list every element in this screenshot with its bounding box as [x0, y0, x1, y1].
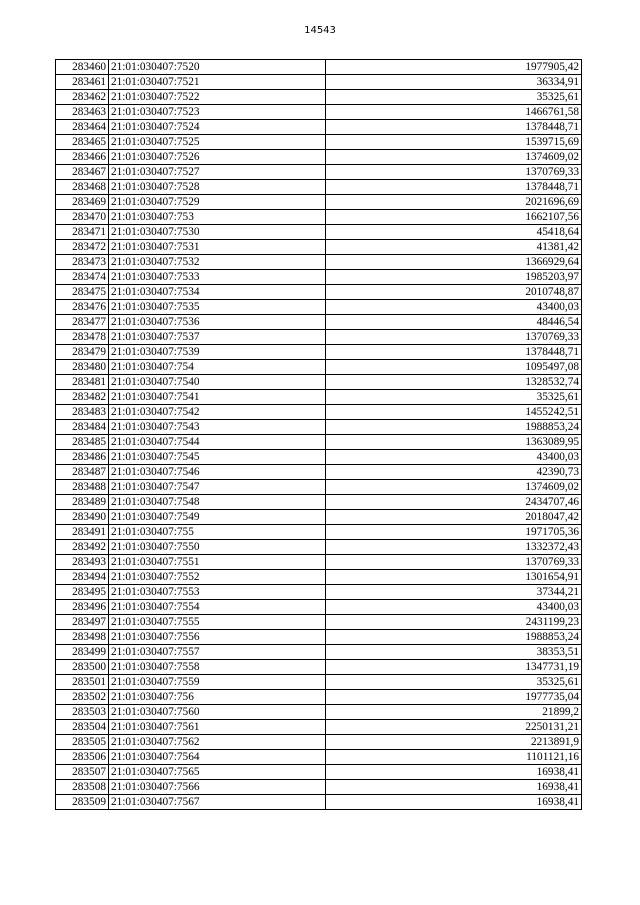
row-number-cell: 283474	[56, 270, 109, 285]
row-number-cell: 283483	[56, 405, 109, 420]
cadastral-number-cell: 21:01:030407:7536	[109, 315, 326, 330]
table-row	[56, 705, 582, 720]
cadastral-value-cell: 1466761,58	[326, 105, 582, 120]
cadastral-value-cell: 1977905,42	[326, 60, 582, 75]
table-row	[56, 450, 582, 465]
cadastral-number-cell: 21:01:030407:7559	[109, 675, 326, 690]
cadastral-number-cell: 21:01:030407:7555	[109, 615, 326, 630]
table-row	[56, 165, 582, 180]
table-row	[56, 135, 582, 150]
row-number-cell: 283489	[56, 495, 109, 510]
row-number-cell: 283492	[56, 540, 109, 555]
table-row	[56, 570, 582, 585]
cadastral-number-cell: 21:01:030407:7544	[109, 435, 326, 450]
table-row	[56, 315, 582, 330]
cadastral-value-cell: 1370769,33	[326, 330, 582, 345]
row-number-cell: 283467	[56, 165, 109, 180]
cadastral-number-cell: 21:01:030407:7531	[109, 240, 326, 255]
table-row	[56, 765, 582, 780]
cadastral-value-cell: 2010748,87	[326, 285, 582, 300]
row-number-cell: 283498	[56, 630, 109, 645]
cadastral-number-cell: 21:01:030407:7553	[109, 585, 326, 600]
cadastral-number-cell: 21:01:030407:7527	[109, 165, 326, 180]
table-row	[56, 300, 582, 315]
cadastral-number-cell: 21:01:030407:7566	[109, 780, 326, 795]
cadastral-value-cell: 41381,42	[326, 240, 582, 255]
cadastral-number-cell: 21:01:030407:7552	[109, 570, 326, 585]
table-row	[56, 750, 582, 765]
table-row	[56, 480, 582, 495]
cadastral-value-cell: 1971705,36	[326, 525, 582, 540]
table-row	[56, 240, 582, 255]
table-row	[56, 255, 582, 270]
row-number-cell: 283479	[56, 345, 109, 360]
cadastral-number-cell: 21:01:030407:7533	[109, 270, 326, 285]
cadastral-number-cell: 21:01:030407:7528	[109, 180, 326, 195]
cadastral-value-cell: 1662107,56	[326, 210, 582, 225]
cadastral-number-cell: 21:01:030407:7520	[109, 60, 326, 75]
cadastral-value-cell: 2434707,46	[326, 495, 582, 510]
row-number-cell: 283465	[56, 135, 109, 150]
cadastral-number-cell: 21:01:030407:7549	[109, 510, 326, 525]
cadastral-number-cell: 21:01:030407:7537	[109, 330, 326, 345]
table-row	[56, 180, 582, 195]
row-number-cell: 283495	[56, 585, 109, 600]
cadastral-number-cell: 21:01:030407:756	[109, 690, 326, 705]
cadastral-value-cell: 2018047,42	[326, 510, 582, 525]
cadastral-value-cell: 1378448,71	[326, 120, 582, 135]
cadastral-value-cell: 1374609,02	[326, 150, 582, 165]
cadastral-value-cell: 1985203,97	[326, 270, 582, 285]
table-row	[56, 540, 582, 555]
row-number-cell: 283486	[56, 450, 109, 465]
cadastral-number-cell: 21:01:030407:7540	[109, 375, 326, 390]
cadastral-number-cell: 21:01:030407:7565	[109, 765, 326, 780]
cadastral-number-cell: 21:01:030407:7562	[109, 735, 326, 750]
table-row	[56, 660, 582, 675]
cadastral-value-cell: 1370769,33	[326, 555, 582, 570]
cadastral-value-cell: 1301654,91	[326, 570, 582, 585]
cadastral-value-table	[55, 59, 582, 810]
cadastral-number-cell: 21:01:030407:7521	[109, 75, 326, 90]
cadastral-number-cell: 21:01:030407:7556	[109, 630, 326, 645]
row-number-cell: 283477	[56, 315, 109, 330]
table-row	[56, 150, 582, 165]
table-row	[56, 345, 582, 360]
row-number-cell: 283480	[56, 360, 109, 375]
cadastral-value-cell: 1332372,43	[326, 540, 582, 555]
table-row	[56, 390, 582, 405]
row-number-cell: 283508	[56, 780, 109, 795]
table-row	[56, 375, 582, 390]
row-number-cell: 283503	[56, 705, 109, 720]
table-row	[56, 420, 582, 435]
cadastral-value-cell: 35325,61	[326, 390, 582, 405]
cadastral-value-cell: 1988853,24	[326, 630, 582, 645]
cadastral-value-cell: 1370769,33	[326, 165, 582, 180]
row-number-cell: 283470	[56, 210, 109, 225]
row-number-cell: 283471	[56, 225, 109, 240]
page-number: 14543	[304, 25, 336, 36]
cadastral-value-cell: 1374609,02	[326, 480, 582, 495]
row-number-cell: 283481	[56, 375, 109, 390]
table-row	[56, 555, 582, 570]
table-row	[56, 195, 582, 210]
cadastral-number-cell: 21:01:030407:7550	[109, 540, 326, 555]
cadastral-value-cell: 35325,61	[326, 675, 582, 690]
cadastral-number-cell: 21:01:030407:7525	[109, 135, 326, 150]
cadastral-value-cell: 43400,03	[326, 450, 582, 465]
table-row	[56, 645, 582, 660]
cadastral-number-cell: 21:01:030407:7557	[109, 645, 326, 660]
table-row	[56, 615, 582, 630]
cadastral-value-cell: 1977735,04	[326, 690, 582, 705]
cadastral-value-cell: 35325,61	[326, 90, 582, 105]
cadastral-number-cell: 21:01:030407:7560	[109, 705, 326, 720]
cadastral-value-cell: 1988853,24	[326, 420, 582, 435]
cadastral-number-cell: 21:01:030407:7532	[109, 255, 326, 270]
table-row	[56, 405, 582, 420]
table-row	[56, 600, 582, 615]
cadastral-value-cell: 1347731,19	[326, 660, 582, 675]
cadastral-value-cell: 1455242,51	[326, 405, 582, 420]
row-number-cell: 283464	[56, 120, 109, 135]
row-number-cell: 283485	[56, 435, 109, 450]
cadastral-number-cell: 21:01:030407:7546	[109, 465, 326, 480]
table-row	[56, 585, 582, 600]
cadastral-value-cell: 16938,41	[326, 780, 582, 795]
row-number-cell: 283499	[56, 645, 109, 660]
row-number-cell: 283494	[56, 570, 109, 585]
cadastral-number-cell: 21:01:030407:7561	[109, 720, 326, 735]
cadastral-value-cell: 21899,2	[326, 705, 582, 720]
cadastral-value-cell: 1101121,16	[326, 750, 582, 765]
cadastral-value-cell: 1378448,71	[326, 180, 582, 195]
table-row	[56, 285, 582, 300]
cadastral-value-cell: 2021696,69	[326, 195, 582, 210]
row-number-cell: 283487	[56, 465, 109, 480]
table-row	[56, 105, 582, 120]
table-row	[56, 360, 582, 375]
table-row	[56, 630, 582, 645]
row-number-cell: 283500	[56, 660, 109, 675]
cadastral-number-cell: 21:01:030407:7551	[109, 555, 326, 570]
row-number-cell: 283469	[56, 195, 109, 210]
cadastral-value-cell: 43400,03	[326, 300, 582, 315]
row-number-cell: 283493	[56, 555, 109, 570]
row-number-cell: 283501	[56, 675, 109, 690]
row-number-cell: 283462	[56, 90, 109, 105]
cadastral-number-cell: 21:01:030407:7534	[109, 285, 326, 300]
row-number-cell: 283507	[56, 765, 109, 780]
table-row	[56, 60, 582, 75]
cadastral-number-cell: 21:01:030407:7567	[109, 795, 326, 810]
table-row	[56, 495, 582, 510]
cadastral-value-cell: 16938,41	[326, 765, 582, 780]
row-number-cell: 283482	[56, 390, 109, 405]
table-row	[56, 330, 582, 345]
table-row	[56, 225, 582, 240]
cadastral-number-cell: 21:01:030407:7547	[109, 480, 326, 495]
row-number-cell: 283496	[56, 600, 109, 615]
row-number-cell: 283497	[56, 615, 109, 630]
table-body	[56, 60, 582, 810]
cadastral-value-cell: 1095497,08	[326, 360, 582, 375]
table-row	[56, 690, 582, 705]
cadastral-number-cell: 21:01:030407:7539	[109, 345, 326, 360]
cadastral-value-cell: 45418,64	[326, 225, 582, 240]
cadastral-number-cell: 21:01:030407:754	[109, 360, 326, 375]
row-number-cell: 283502	[56, 690, 109, 705]
cadastral-value-cell: 1539715,69	[326, 135, 582, 150]
cadastral-number-cell: 21:01:030407:7545	[109, 450, 326, 465]
row-number-cell: 283476	[56, 300, 109, 315]
cadastral-number-cell: 21:01:030407:7543	[109, 420, 326, 435]
cadastral-value-cell: 48446,54	[326, 315, 582, 330]
table-row	[56, 210, 582, 225]
cadastral-value-cell: 43400,03	[326, 600, 582, 615]
cadastral-value-cell: 1378448,71	[326, 345, 582, 360]
table-row	[56, 720, 582, 735]
table-row	[56, 270, 582, 285]
cadastral-number-cell: 21:01:030407:7558	[109, 660, 326, 675]
cadastral-value-cell: 1328532,74	[326, 375, 582, 390]
cadastral-value-cell: 16938,41	[326, 795, 582, 810]
cadastral-number-cell: 21:01:030407:7548	[109, 495, 326, 510]
cadastral-number-cell: 21:01:030407:7554	[109, 600, 326, 615]
row-number-cell: 283505	[56, 735, 109, 750]
table-row	[56, 525, 582, 540]
table-row	[56, 675, 582, 690]
row-number-cell: 283461	[56, 75, 109, 90]
cadastral-number-cell: 21:01:030407:7564	[109, 750, 326, 765]
table-row	[56, 780, 582, 795]
table-row	[56, 90, 582, 105]
cadastral-number-cell: 21:01:030407:755	[109, 525, 326, 540]
row-number-cell: 283491	[56, 525, 109, 540]
row-number-cell: 283463	[56, 105, 109, 120]
cadastral-value-cell: 2250131,21	[326, 720, 582, 735]
cadastral-number-cell: 21:01:030407:7526	[109, 150, 326, 165]
row-number-cell: 283509	[56, 795, 109, 810]
table-row	[56, 735, 582, 750]
row-number-cell: 283478	[56, 330, 109, 345]
table-row	[56, 435, 582, 450]
row-number-cell: 283466	[56, 150, 109, 165]
table-row	[56, 795, 582, 810]
row-number-cell: 283468	[56, 180, 109, 195]
row-number-cell: 283472	[56, 240, 109, 255]
cadastral-value-cell: 2213891,9	[326, 735, 582, 750]
table-row	[56, 465, 582, 480]
row-number-cell: 283490	[56, 510, 109, 525]
cadastral-value-cell: 36334,91	[326, 75, 582, 90]
cadastral-value-cell: 37344,21	[326, 585, 582, 600]
cadastral-value-cell: 2431199,23	[326, 615, 582, 630]
cadastral-number-cell: 21:01:030407:7524	[109, 120, 326, 135]
cadastral-number-cell: 21:01:030407:7541	[109, 390, 326, 405]
cadastral-number-cell: 21:01:030407:753	[109, 210, 326, 225]
cadastral-value-cell: 38353,51	[326, 645, 582, 660]
row-number-cell: 283460	[56, 60, 109, 75]
cadastral-number-cell: 21:01:030407:7529	[109, 195, 326, 210]
cadastral-number-cell: 21:01:030407:7522	[109, 90, 326, 105]
cadastral-number-cell: 21:01:030407:7530	[109, 225, 326, 240]
row-number-cell: 283488	[56, 480, 109, 495]
cadastral-number-cell: 21:01:030407:7542	[109, 405, 326, 420]
row-number-cell: 283475	[56, 285, 109, 300]
row-number-cell: 283484	[56, 420, 109, 435]
cadastral-value-cell: 1363089,95	[326, 435, 582, 450]
row-number-cell: 283473	[56, 255, 109, 270]
cadastral-number-cell: 21:01:030407:7535	[109, 300, 326, 315]
table-row	[56, 75, 582, 90]
table-row	[56, 510, 582, 525]
cadastral-number-cell: 21:01:030407:7523	[109, 105, 326, 120]
cadastral-value-cell: 1366929,64	[326, 255, 582, 270]
cadastral-value-cell: 42390,73	[326, 465, 582, 480]
row-number-cell: 283504	[56, 720, 109, 735]
row-number-cell: 283506	[56, 750, 109, 765]
table-row	[56, 120, 582, 135]
